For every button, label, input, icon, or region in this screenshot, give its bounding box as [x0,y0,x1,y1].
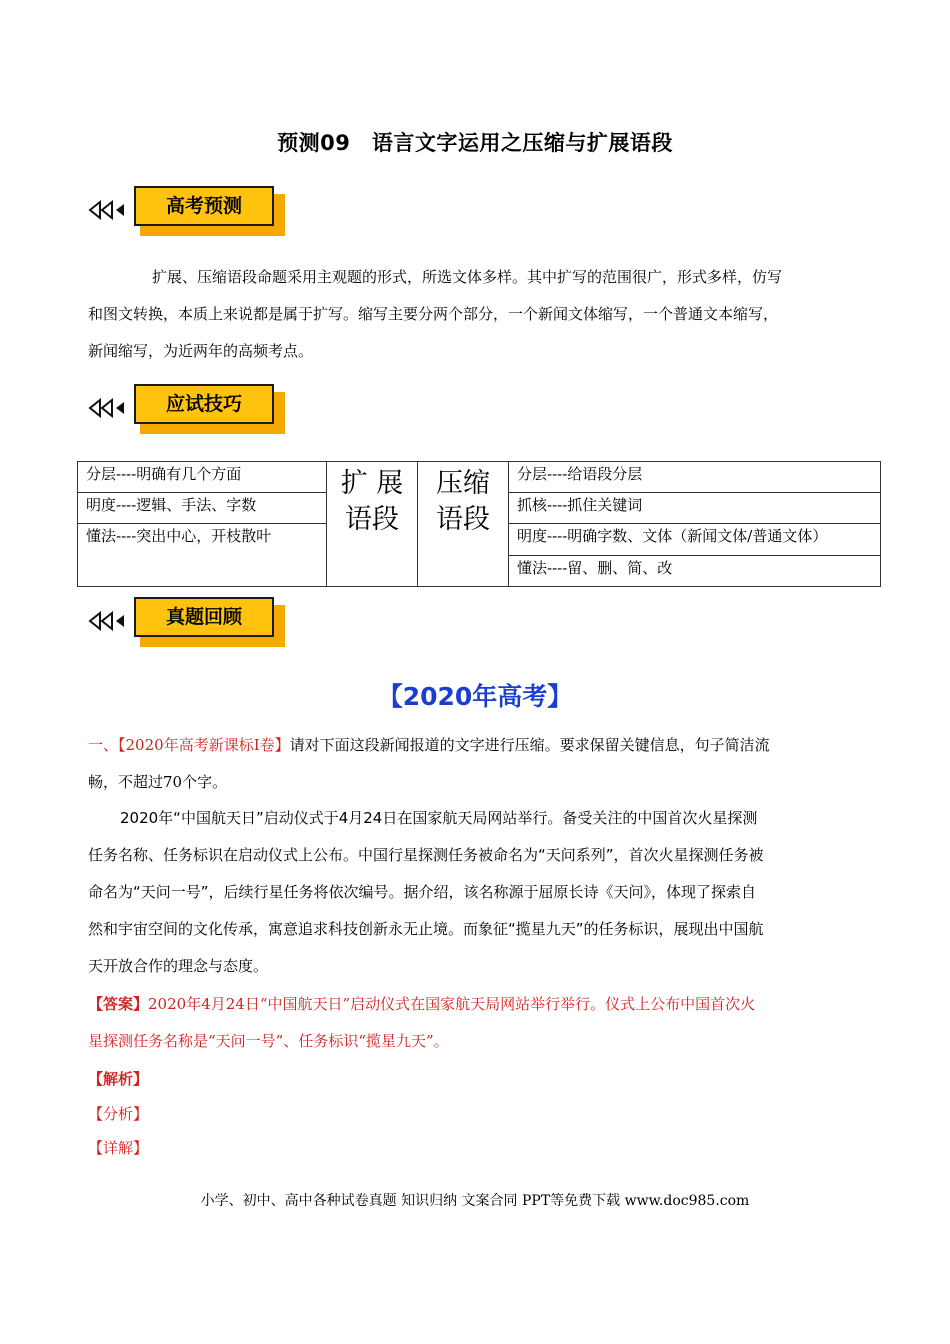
section-header-review [88,597,288,649]
news-passage [88,800,863,985]
table-cell-expand [327,462,418,587]
cell-text: 语段 [345,504,399,535]
table-cell-compress [418,462,509,587]
question-text: 请对下面这段新闻报道的文字进行压缩。要求保留关键信息，句子简洁流 [289,736,770,754]
question-line [88,727,863,764]
table-cell: 抓核----抓住关键词 [509,493,881,524]
detail-tag: 【详解】 [88,1139,149,1157]
year-header: 【2020年高考】 [377,682,573,711]
table-cell: 明度----明确字数、文体（新闻文体/普通文体） [509,524,881,556]
cell-text: 语段 [436,504,490,535]
table-cell: 分层----给语段分层 [509,462,881,493]
news-line: 任务名称、任务标识在启动仪式上公布。中国行星探测任务被命名为“天问系列”，首次火星探测任务被 [88,846,764,864]
news-line: 2020年“中国航天日”启动仪式于4月24日在国家航天局网站举行。备受关注的中国首次火星探测 [120,809,758,827]
intro-line: 扩展、压缩语段命题采用主观题的形式，所选文体多样。其中扩写的范围很广，形式多样，仿写 [152,268,783,286]
intro-line: 和图文转换，本质上来说都是属于扩写。缩写主要分两个部分，一个新闻文体缩写，一个普通文本缩写， [88,305,779,323]
section-header-forecast [88,186,288,238]
intro-paragraph-cont [88,296,863,370]
page-title: 预测09 语言文字运用之压缩与扩展语段 [277,131,673,155]
double-arrow-left-icon [88,200,128,220]
answer-text: 2020年4月24日“中国航天日”启动仪式在国家航天局网站举行举行。仪式上公布中国首次火 [148,995,756,1013]
news-line: 命名为“天问一号”，后续行星任务将依次编号。据介绍，该名称源于屈原长诗《天问》，体现了探索自 [88,883,757,901]
table-cell: 分层----明确有几个方面 [78,462,327,493]
answer-block [88,986,863,1060]
question [88,727,863,801]
table-cell: 懂法----留、删、简、改 [509,555,881,587]
question-source: 【2020年高考新课标Ⅰ卷】 [118,736,290,754]
cell-text: 扩 展 [340,468,404,499]
answer-line [88,986,863,1023]
table-cell: 明度----逻辑、手法、字数 [78,493,327,524]
intro-line: 新闻缩写，为近两年的高频考点。 [88,342,314,360]
analysis-sub-tag: 【分析】 [88,1105,149,1123]
question-prefix: 一、 [88,736,119,754]
news-line: 然和宇宙空间的文化传承，寓意追求科技创新永无止境。而象征“揽星九天”的任务标识，展现出中国航 [88,920,764,938]
news-line: 天开放合作的理念与态度。 [88,957,269,975]
analysis-tag: 【解析】 [88,1070,149,1088]
answer-label: 【答案】 [88,995,149,1013]
section-label: 真题回顾 [165,606,242,628]
section-header-skills [88,384,288,436]
section-label: 高考预测 [165,195,242,217]
skills-table [77,461,881,587]
intro-paragraph [88,259,863,296]
double-arrow-left-icon [88,611,128,631]
table-cell: 懂法----突出中心，开枝散叶 [78,524,327,587]
cell-text: 压缩 [436,468,490,499]
section-label: 应试技巧 [165,393,242,415]
answer-line: 星探测任务名称是“天问一号”、任务标识“揽星九天”。 [88,1032,449,1050]
double-arrow-left-icon [88,398,128,418]
question-line: 畅，不超过70个字。 [88,773,228,791]
footer-text: 小学、初中、高中各种试卷真题 知识归纳 文案合同 PPT等免费下载 www.doc985.com [200,1193,750,1209]
